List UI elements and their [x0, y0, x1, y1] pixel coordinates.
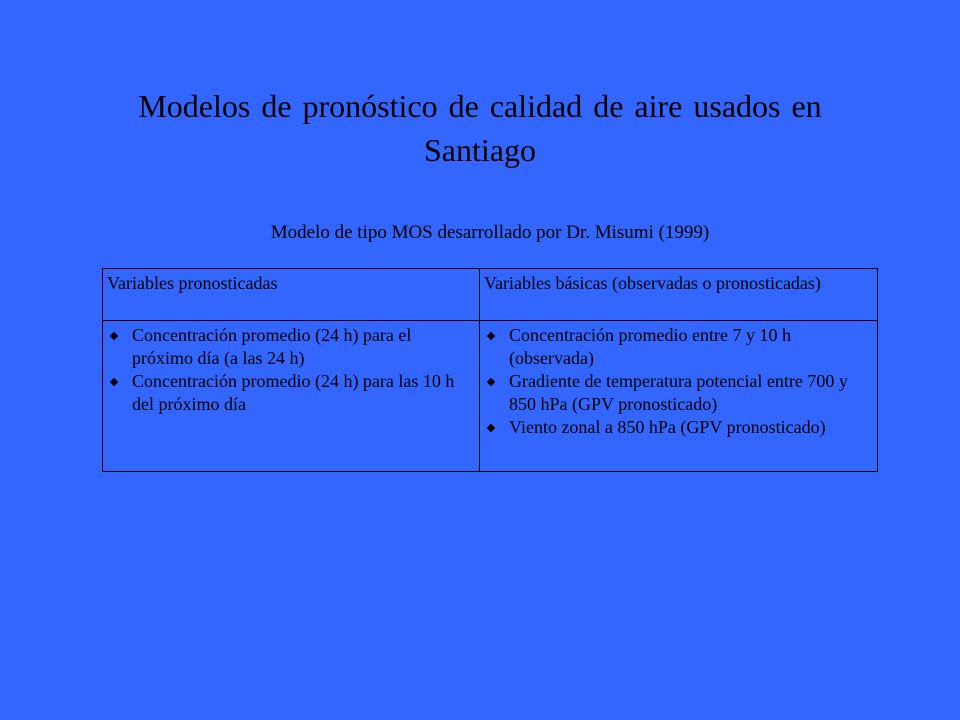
- list-item: [484, 324, 873, 370]
- list-item: [484, 370, 873, 416]
- table-header-row: [103, 269, 878, 321]
- slide-title: Modelos de pronóstico de calidad de aire usados en Santiago: [138, 88, 822, 168]
- diamond-bullet-icon: [487, 424, 495, 432]
- diamond-bullet-icon: [110, 332, 118, 340]
- table-caption: Modelo de tipo MOS desarrollado por Dr. Misumi (1999): [270, 222, 710, 243]
- header-basic-variables: Variables básicas (observadas o pronosticadas): [480, 269, 878, 321]
- model-variables-table: [102, 268, 878, 472]
- basic-variables-list: [484, 324, 873, 439]
- list-item-text: Concentración promedio entre 7 y 10 h (observada): [509, 325, 791, 368]
- diamond-bullet-icon: [487, 332, 495, 340]
- list-item: [107, 370, 475, 416]
- predicted-variables-cell: [103, 321, 480, 472]
- header-predicted-variables: Variables pronosticadas: [103, 269, 480, 321]
- diamond-bullet-icon: [110, 378, 118, 386]
- list-item-text: Viento zonal a 850 hPa (GPV pronosticado): [509, 417, 826, 437]
- list-item: [484, 416, 873, 439]
- list-item-text: Gradiente de temperatura potencial entre 700 y 850 hPa (GPV pronosticado): [509, 371, 848, 414]
- list-item: [107, 324, 475, 370]
- table-row: [103, 321, 878, 472]
- predicted-variables-list: [107, 324, 475, 416]
- list-item-text: Concentración promedio (24 h) para las 10 h del próximo día: [132, 371, 455, 414]
- diamond-bullet-icon: [487, 378, 495, 386]
- basic-variables-cell: [480, 321, 878, 472]
- list-item-text: Concentración promedio (24 h) para el próximo día (a las 24 h): [132, 325, 412, 368]
